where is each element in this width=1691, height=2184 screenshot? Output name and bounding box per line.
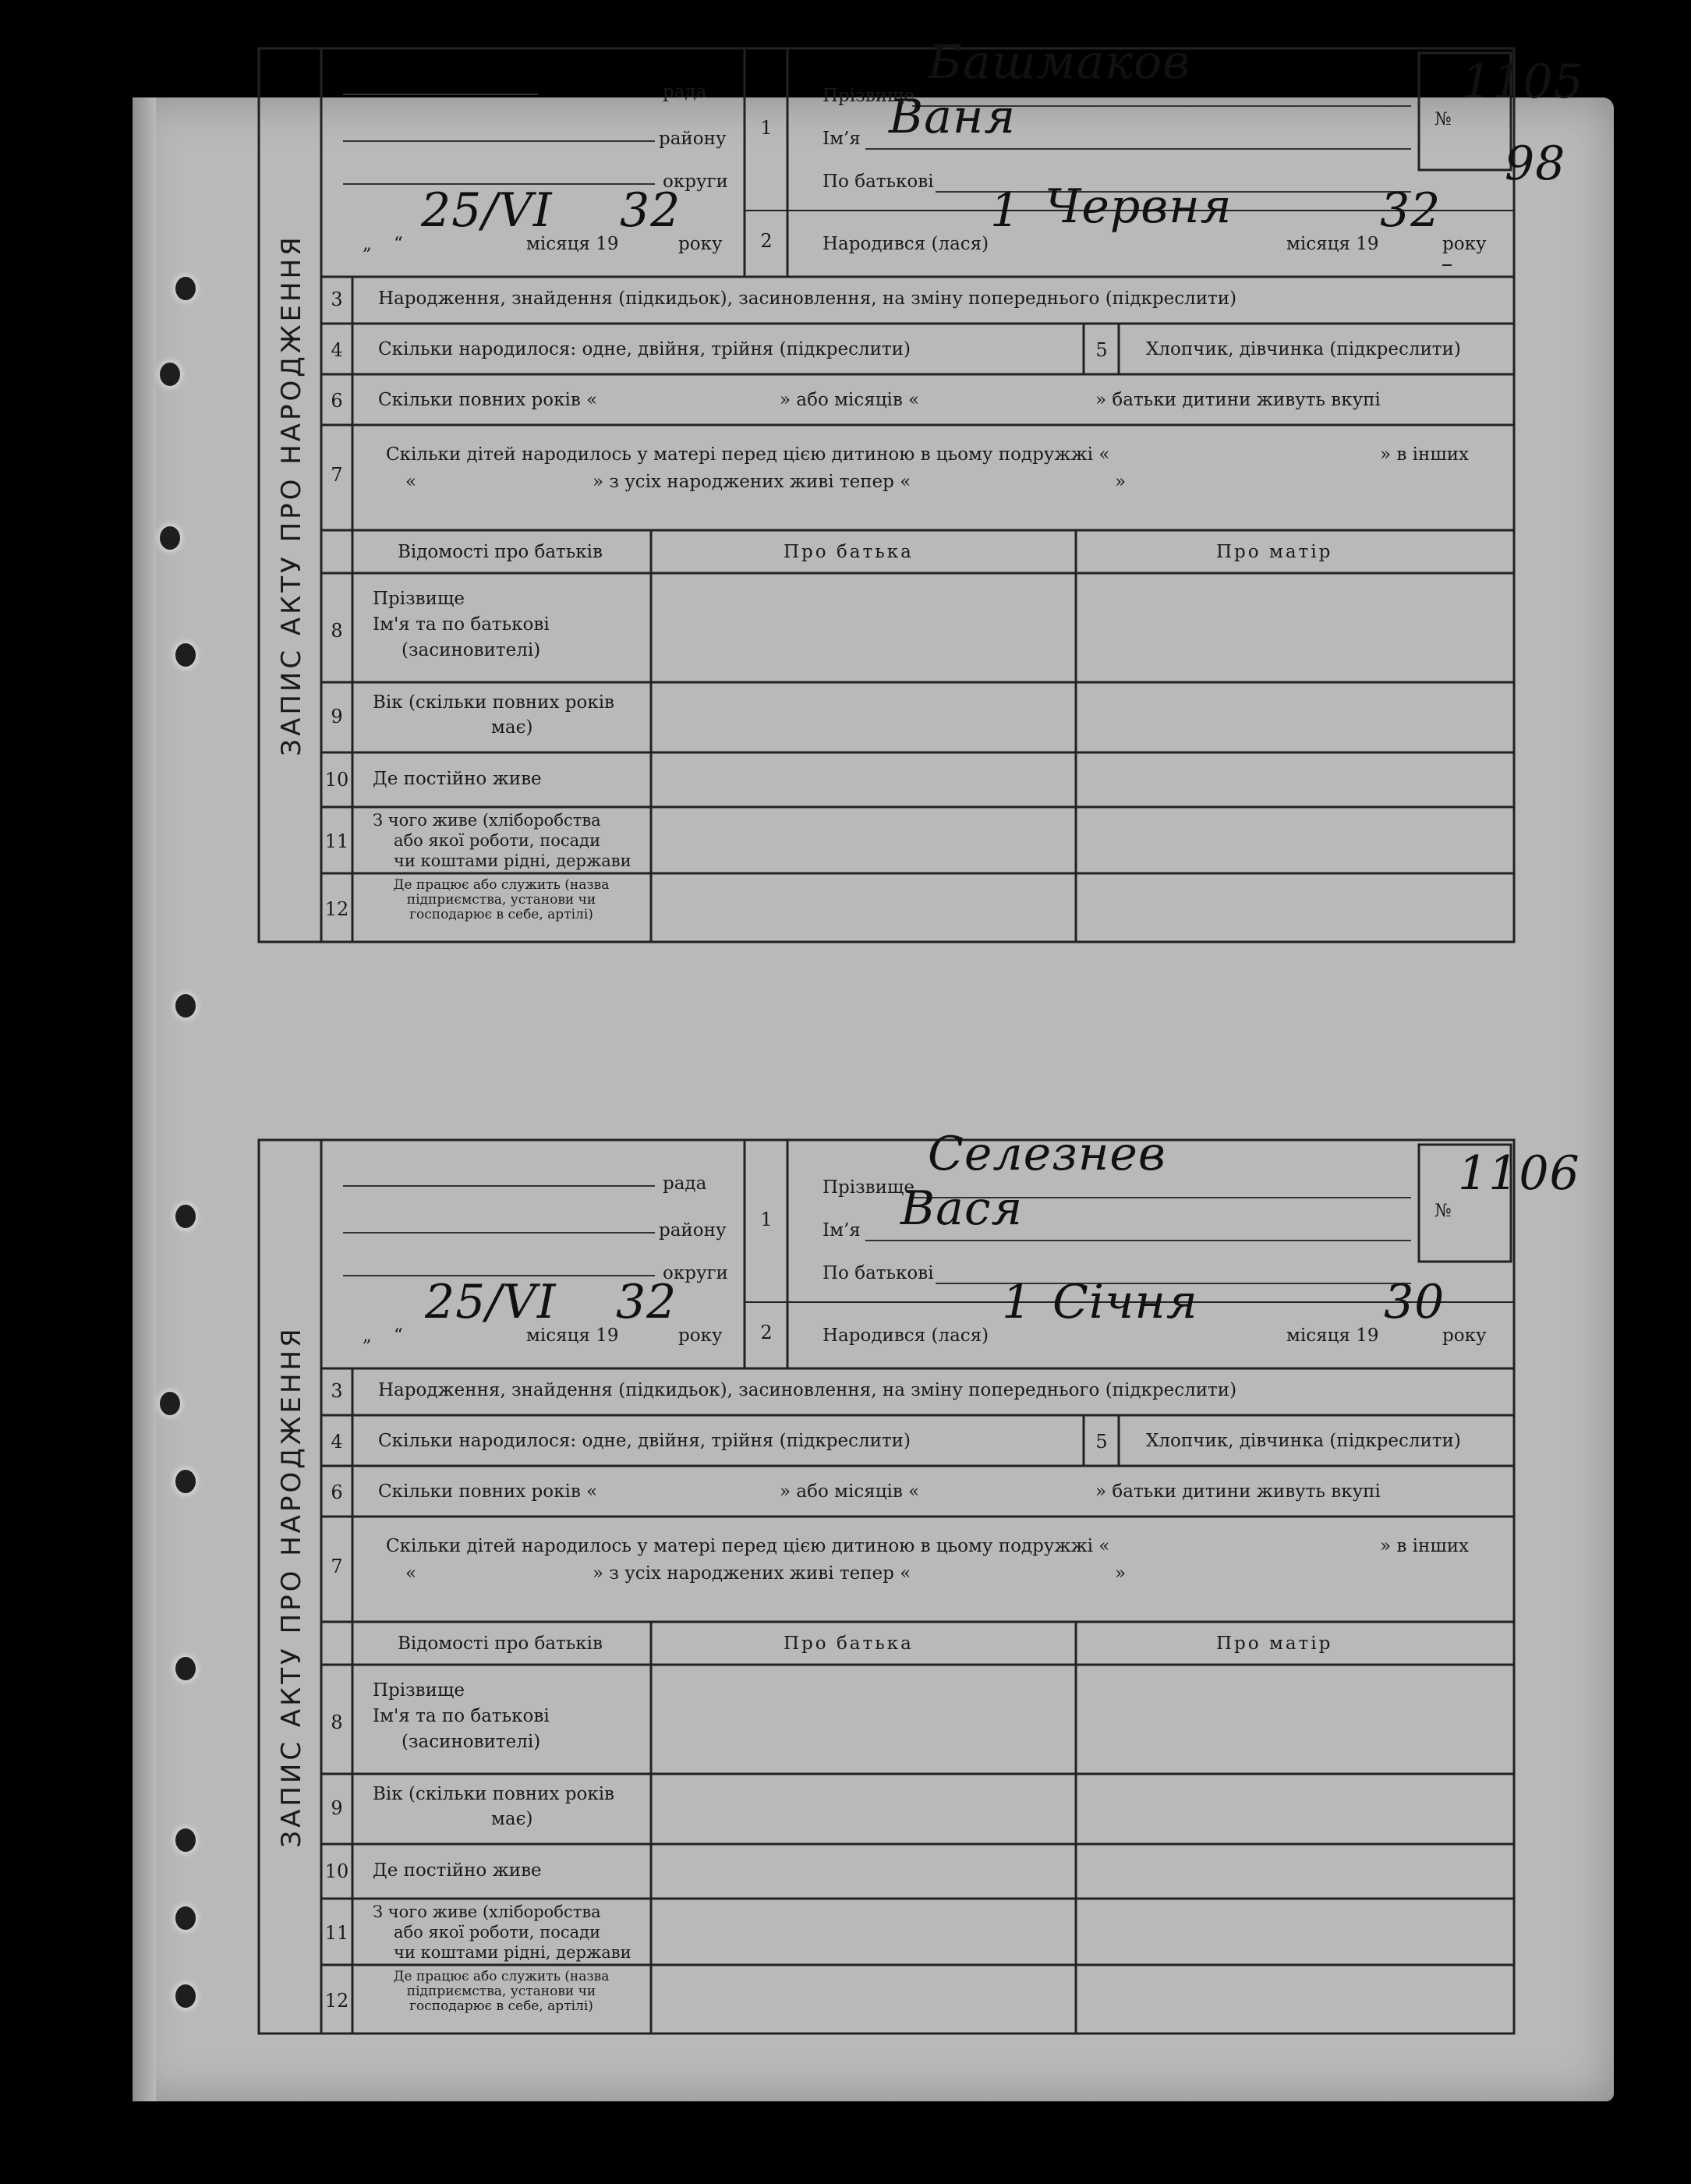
row-6-months: » або місяців « bbox=[780, 390, 920, 410]
row-number: 1 bbox=[760, 117, 773, 139]
date-open-quote: „ bbox=[363, 1326, 372, 1346]
row-8-label-1: Прізвище bbox=[373, 589, 465, 609]
row-11-label-3: чи коштами рідні, держави bbox=[394, 1943, 631, 1962]
patronymic-label: По батькові bbox=[823, 1263, 934, 1283]
row-7-text-b: » в інших bbox=[1380, 1536, 1470, 1556]
row-number: 3 bbox=[331, 288, 343, 310]
blank-line bbox=[343, 1185, 655, 1187]
form-grid bbox=[257, 47, 1641, 943]
patronymic-label: По батькові bbox=[823, 172, 934, 192]
row-7-text-a: Скільки дітей народилось у матері перед цією дитиною в цьому подружжі « bbox=[386, 444, 1110, 465]
registration-date-handwritten: 25/VI bbox=[421, 183, 553, 238]
row-9-label-2: має) bbox=[491, 717, 533, 738]
parents-info-header: Відомості про батьків bbox=[398, 542, 603, 562]
row-10-label: Де постійно живе bbox=[373, 1860, 542, 1881]
mother-header: Про матір bbox=[1216, 1634, 1333, 1654]
row-9-label-1: Вік (скільки повних років bbox=[373, 692, 614, 713]
row-7-text-a: Скільки дітей народилось у матері перед цією дитиною в цьому подружжі « bbox=[386, 1536, 1110, 1556]
row-6-together: » батьки дитини живуть вкупі bbox=[1095, 390, 1381, 410]
binding-hole bbox=[175, 1906, 196, 1930]
birth-day-handwritten: 1 bbox=[990, 183, 1021, 238]
row-number: 2 bbox=[760, 1322, 773, 1343]
binding-hole bbox=[175, 277, 196, 300]
row-number: 2 bbox=[760, 230, 773, 252]
birth-month-year-label: місяця 19 bbox=[1286, 1326, 1379, 1346]
birth-month-year-label: місяця 19 bbox=[1286, 234, 1379, 254]
row-number: 10 bbox=[324, 769, 349, 791]
birth-month-handwritten: Січня bbox=[1052, 1275, 1198, 1329]
blank-line bbox=[865, 1240, 1411, 1241]
blank-line bbox=[343, 94, 538, 95]
born-label: Народився (лася) bbox=[823, 234, 989, 254]
binding-hole bbox=[175, 994, 196, 1018]
row-8-label-3: (засиновителі) bbox=[402, 1732, 541, 1752]
row-number: 8 bbox=[331, 620, 343, 642]
registration-year-handwritten: 32 bbox=[620, 183, 681, 238]
row-3-text: Народження, знайдення (підкидьок), засиновлення, на зміну попереднього (підкреслити) bbox=[378, 1380, 1237, 1400]
record-number-extra-handwritten: 98 bbox=[1505, 136, 1566, 191]
record-number-label: № bbox=[1435, 1201, 1452, 1221]
row-12-label-1: Де працює або служить (назва bbox=[393, 877, 610, 893]
row-number: 6 bbox=[331, 390, 343, 412]
date-close-quote: “ bbox=[394, 234, 403, 254]
row-11-label-2: або якої роботи, посади bbox=[394, 1923, 601, 1942]
registration-date-handwritten: 25/VI bbox=[425, 1275, 557, 1329]
surname-handwritten: Селезнев bbox=[928, 1127, 1166, 1181]
year-label: року bbox=[678, 1326, 723, 1346]
row-6-years: Скільки повних років « bbox=[378, 1481, 598, 1502]
row-6-months: » або місяців « bbox=[780, 1481, 920, 1502]
name-label: Ім’я bbox=[823, 1220, 861, 1241]
row-number: 4 bbox=[331, 1431, 343, 1453]
registration-year-handwritten: 32 bbox=[616, 1275, 677, 1329]
rada-label: рада bbox=[663, 1173, 707, 1194]
row-8-label-1: Прізвище bbox=[373, 1680, 465, 1701]
row-9-label-2: має) bbox=[491, 1809, 533, 1829]
birth-year-handwritten: 30 bbox=[1384, 1275, 1445, 1329]
binding-hole bbox=[175, 1470, 196, 1493]
father-header: Про батька bbox=[784, 542, 914, 562]
row-11-label-1: З чого живе (хліборобства bbox=[373, 1903, 601, 1921]
row-4-text: Скільки народилося: одне, двійня, трійня (підкреслити) bbox=[378, 339, 911, 359]
row-11-label-3: чи коштами рідні, держави bbox=[394, 851, 631, 870]
row-11-label-2: або якої роботи, посади bbox=[394, 831, 601, 850]
row-12-label-2: підприємства, установи чи bbox=[406, 892, 596, 908]
birth-record-card-2 bbox=[257, 1127, 1641, 2035]
blank-line bbox=[343, 1232, 655, 1234]
row-7-text-c: « bbox=[405, 1563, 417, 1584]
binding-hole bbox=[175, 643, 196, 667]
row-11-label-1: З чого живе (хліборобства bbox=[373, 811, 601, 830]
mother-header: Про матір bbox=[1216, 542, 1333, 562]
binding-hole bbox=[160, 526, 180, 550]
month-year-label: місяця 19 bbox=[526, 234, 619, 254]
rada-label: рада bbox=[663, 82, 707, 102]
binding-hole bbox=[175, 1984, 196, 2008]
row-8-label-3: (засиновителі) bbox=[402, 640, 541, 660]
row-number: 8 bbox=[331, 1711, 343, 1733]
row-number: 3 bbox=[331, 1380, 343, 1402]
side-title: ЗАПИС АКТУ ПРО НАРОДЖЕННЯ bbox=[276, 1326, 307, 1848]
row-7-text-d: » з усіх народжених живі тепер « bbox=[593, 472, 911, 492]
row-7-text-b: » в інших bbox=[1380, 444, 1470, 465]
row-4-text: Скільки народилося: одне, двійня, трійня (підкреслити) bbox=[378, 1431, 911, 1451]
row-number: 1 bbox=[760, 1209, 773, 1230]
year-label: року bbox=[678, 234, 723, 254]
row-number: 7 bbox=[331, 1556, 343, 1577]
okrugy-label: округи bbox=[663, 1263, 728, 1283]
blank-line bbox=[865, 148, 1411, 150]
binding-hole bbox=[175, 1657, 196, 1680]
row-number: 11 bbox=[324, 830, 349, 852]
born-label: Народився (лася) bbox=[823, 1326, 989, 1346]
parents-info-header: Відомості про батьків bbox=[398, 1634, 603, 1654]
row-12-label-3: господарює в себе, артілі) bbox=[409, 1998, 593, 2014]
row-7-text-d: » з усіх народжених живі тепер « bbox=[593, 1563, 911, 1584]
row-12-label bbox=[357, 878, 646, 922]
row-8-label-2: Ім'я та по батькові bbox=[373, 614, 550, 635]
row-number: 9 bbox=[331, 706, 343, 727]
okrugy-label: округи bbox=[663, 172, 728, 192]
row-7-text-c: « bbox=[405, 472, 417, 492]
row-7-text-e: » bbox=[1115, 1563, 1127, 1584]
row-8-label-2: Ім'я та по батькові bbox=[373, 1706, 550, 1726]
row-6-years: Скільки повних років « bbox=[378, 390, 598, 410]
row-7-text-e: » bbox=[1115, 472, 1127, 492]
birth-record-card-1 bbox=[257, 35, 1641, 943]
birth-year-label: року bbox=[1442, 1326, 1487, 1346]
side-title: ЗАПИС АКТУ ПРО НАРОДЖЕННЯ bbox=[276, 234, 307, 756]
row-10-label: Де постійно живе bbox=[373, 769, 542, 789]
father-header: Про батька bbox=[784, 1634, 914, 1654]
binding-hole bbox=[160, 1392, 180, 1415]
record-number-handwritten: 1106 bbox=[1458, 1146, 1580, 1201]
name-label: Ім’я bbox=[823, 129, 861, 149]
binding-hole bbox=[175, 1828, 196, 1852]
row-12-label-2: підприємства, установи чи bbox=[406, 1984, 596, 1999]
binding-hole bbox=[160, 363, 180, 386]
row-3-text: Народження, знайдення (підкидьок), засиновлення, на зміну попереднього (підкреслити) bbox=[378, 288, 1237, 309]
surname-label: Прізвище bbox=[823, 1177, 914, 1198]
name-handwritten: Ваня bbox=[889, 90, 1017, 144]
row-number: 6 bbox=[331, 1481, 343, 1503]
date-open-quote: „ bbox=[363, 234, 372, 254]
name-handwritten: Вася bbox=[900, 1181, 1024, 1236]
row-number: 9 bbox=[331, 1797, 343, 1819]
binding-hole bbox=[175, 1205, 196, 1228]
row-number: 12 bbox=[324, 1990, 349, 2012]
row-number: 7 bbox=[331, 464, 343, 486]
date-close-quote: “ bbox=[394, 1326, 403, 1346]
row-5-text: Хлопчик, дівчинка (підкреслити) bbox=[1146, 339, 1461, 359]
row-6-together: » батьки дитини живуть вкупі bbox=[1095, 1481, 1381, 1502]
row-number: 5 bbox=[1095, 339, 1108, 361]
surname-handwritten: Башмаков bbox=[928, 35, 1191, 90]
record-number-handwritten: 1105 bbox=[1462, 55, 1584, 109]
row-12-label-3: господарює в себе, артілі) bbox=[409, 907, 593, 922]
form-grid bbox=[257, 1138, 1641, 2035]
row-number: 11 bbox=[324, 1922, 349, 1944]
row-number: 4 bbox=[331, 339, 343, 361]
raionu-label: району bbox=[659, 129, 727, 149]
row-number: 5 bbox=[1095, 1431, 1108, 1453]
row-12-label bbox=[357, 1970, 646, 2014]
row-number: 10 bbox=[324, 1860, 349, 1882]
birth-day-handwritten: 1 bbox=[1002, 1275, 1033, 1329]
record-number-label: № bbox=[1435, 109, 1452, 129]
surname-label: Прізвище bbox=[823, 86, 914, 106]
month-year-label: місяця 19 bbox=[526, 1326, 619, 1346]
raionu-label: району bbox=[659, 1220, 727, 1241]
row-number: 12 bbox=[324, 898, 349, 920]
row-12-label-1: Де працює або служить (назва bbox=[393, 1969, 610, 1984]
birth-year-label: року bbox=[1442, 234, 1487, 254]
birth-year-handwritten: 32 bbox=[1380, 183, 1442, 238]
row-5-text: Хлопчик, дівчинка (підкреслити) bbox=[1146, 1431, 1461, 1451]
birth-month-handwritten: Червня bbox=[1045, 179, 1233, 234]
blank-line bbox=[343, 140, 655, 142]
row-9-label-1: Вік (скільки повних років bbox=[373, 1784, 614, 1804]
